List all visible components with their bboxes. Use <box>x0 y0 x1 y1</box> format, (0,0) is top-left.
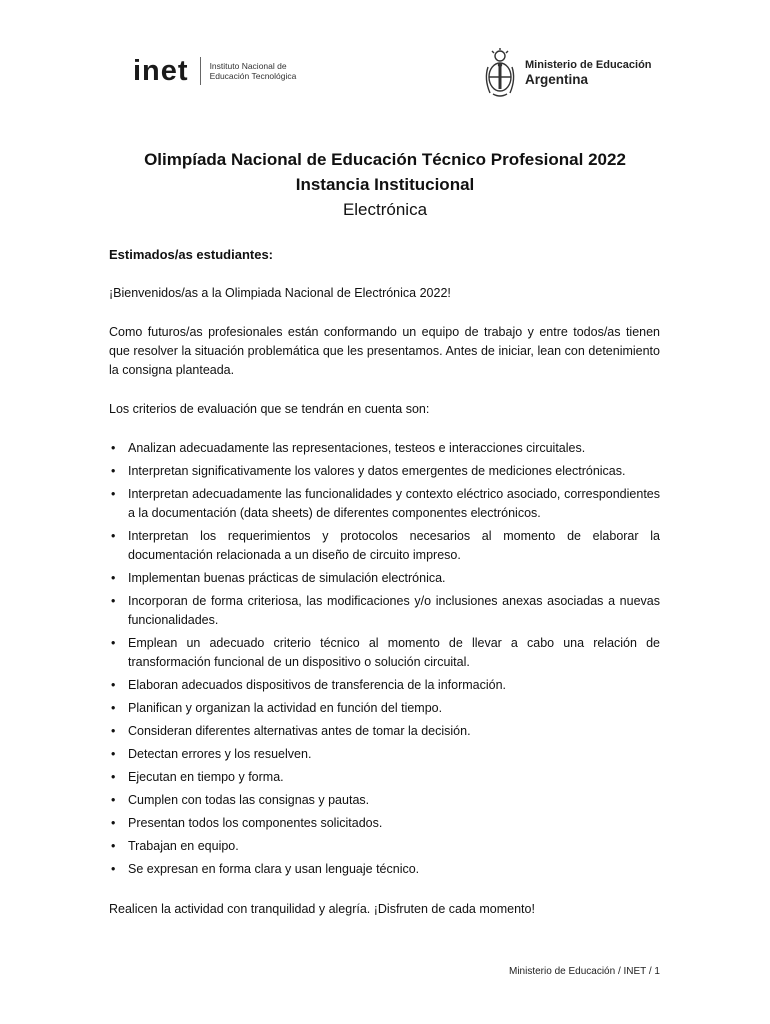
bullet-icon: • <box>111 816 116 830</box>
list-item-text: Interpretan los requerimientos y protocolos necesarios al momento de elaborar la documentación relacionada a un diseño de circuito impreso. <box>128 529 660 562</box>
criteria-list <box>109 439 660 879</box>
list-item <box>109 634 660 672</box>
bullet-icon: • <box>111 747 116 761</box>
list-item-text: Ejecutan en tiempo y forma. <box>128 770 284 784</box>
list-item-text: Interpretan significativamente los valores y datos emergentes de mediciones electrónicas. <box>128 464 626 478</box>
list-item <box>109 485 660 523</box>
criteria-intro: Los criterios de evaluación que se tendrán en cuenta son: <box>109 402 430 416</box>
list-item-text: Consideran diferentes alternativas antes de tomar la decisión. <box>128 724 471 738</box>
ministry-logo <box>483 47 652 99</box>
inet-logo-subtitle <box>210 61 297 81</box>
list-item <box>109 745 660 764</box>
bullet-icon: • <box>111 839 116 853</box>
list-item-text: Elaboran adecuados dispositivos de transferencia de la información. <box>128 678 507 692</box>
list-item <box>109 676 660 695</box>
list-item <box>109 569 660 588</box>
list-item-text: Analizan adecuadamente las representaciones, testeos e interacciones circuitales. <box>128 441 586 455</box>
list-item-text: Se expresan en forma clara y usan lenguaje técnico. <box>128 862 420 876</box>
list-item-text: Implementan buenas prácticas de simulación electrónica. <box>128 571 446 585</box>
list-item-text: Incorporan de forma criteriosa, las modificaciones y/o inclusiones anexas asociadas a nuevas funcionalidades. <box>128 594 660 627</box>
bullet-icon: • <box>111 636 116 650</box>
inet-subtitle-line-1: Instituto Nacional de <box>209 61 287 71</box>
bullet-icon: • <box>111 678 116 692</box>
bullet-icon: • <box>111 464 116 478</box>
list-item <box>109 722 660 741</box>
bullet-icon: • <box>111 487 116 501</box>
bullet-icon: • <box>111 529 116 543</box>
bullet-icon: • <box>111 571 116 585</box>
welcome-paragraph: ¡Bienvenidos/as a la Olimpiada Nacional de Electrónica 2022! <box>109 286 451 300</box>
bullet-icon: • <box>111 594 116 608</box>
list-item <box>109 837 660 856</box>
ministry-logo-text <box>525 59 652 88</box>
list-item <box>109 527 660 565</box>
list-item <box>109 768 660 787</box>
list-item <box>109 462 660 481</box>
logo-divider <box>200 57 201 85</box>
bullet-icon: • <box>111 701 116 715</box>
coat-of-arms-icon <box>483 47 517 99</box>
document-area: Electrónica <box>342 200 428 219</box>
salutation: Estimados/as estudiantes: <box>109 247 273 262</box>
inet-subtitle-line-2: Educación Tecnológica <box>209 71 297 81</box>
document-body <box>109 245 660 919</box>
inet-logo-wordmark: inet <box>133 55 189 87</box>
bullet-icon: • <box>111 724 116 738</box>
document-subtitle: Instancia Institucional <box>295 175 475 194</box>
intro-paragraph: Como futuros/as profesionales están conformando un equipo de trabajo y entre todos/as tienen que resolver la situación problemática que les presentamos. Antes de iniciar, lean con detenimiento la consigna planteada. <box>109 325 660 377</box>
list-item-text: Detectan errores y los resuelven. <box>128 747 312 761</box>
bullet-icon: • <box>111 770 116 784</box>
page-footer: Ministerio de Educación / INET / 1 <box>509 966 660 977</box>
bullet-icon: • <box>111 862 116 876</box>
list-item <box>109 791 660 810</box>
list-item-text: Planifican y organizan la actividad en función del tiempo. <box>128 701 443 715</box>
country-name: Argentina <box>525 71 589 87</box>
list-item-text: Emplean un adecuado criterio técnico al momento de llevar a cabo una relación de transformación funcional de un dispositivo o solución circuital. <box>128 636 660 669</box>
bullet-icon: • <box>111 441 116 455</box>
document-title: Olimpíada Nacional de Educación Técnico Profesional 2022 <box>144 150 626 169</box>
inet-logo <box>133 56 296 86</box>
document-titles <box>0 147 770 222</box>
list-item <box>109 699 660 718</box>
list-item-text: Interpretan adecuadamente las funcionalidades y contexto eléctrico asociado, correspondientes a la documentación (data sheets) de diferentes componentes electrónicos. <box>128 487 660 520</box>
bullet-icon: • <box>111 793 116 807</box>
list-item-text: Cumplen con todas las consignas y pautas. <box>128 793 370 807</box>
list-item <box>109 860 660 879</box>
list-item-text: Presentan todos los componentes solicitados. <box>128 816 383 830</box>
list-item <box>109 439 660 458</box>
list-item <box>109 814 660 833</box>
list-item <box>109 592 660 630</box>
ministry-name: Ministerio de Educación <box>525 58 652 71</box>
closing-paragraph: Realicen la actividad con tranquilidad y alegría. ¡Disfruten de cada momento! <box>109 902 535 916</box>
list-item-text: Trabajan en equipo. <box>128 839 239 853</box>
